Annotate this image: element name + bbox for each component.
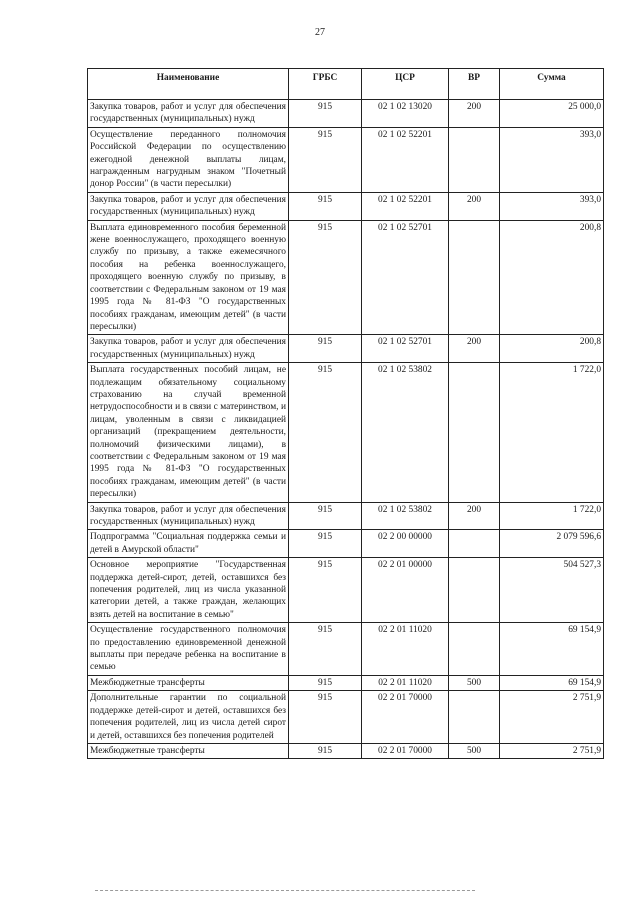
cell-name: Закупка товаров, работ и услуг для обеспечения государственных (муниципальных) нужд: [88, 502, 289, 530]
cell-sum: 69 154,9: [500, 675, 604, 690]
table-row: [88, 100, 604, 128]
cell-csr: 02 1 02 53802: [362, 502, 449, 530]
cell-sum: 1 722,0: [500, 363, 604, 502]
cell-grbs: 915: [289, 623, 362, 676]
cell-grbs: 915: [289, 192, 362, 220]
header-grbs: ГРБС: [289, 69, 362, 100]
cell-csr: 02 2 01 70000: [362, 691, 449, 744]
cell-grbs: 915: [289, 363, 362, 502]
footer-rule: [95, 890, 475, 891]
table-row: [88, 743, 604, 758]
cell-csr: 02 2 00 00000: [362, 530, 449, 558]
cell-name: Выплата единовременного пособия беременной жене военнослужащего, проходящего военную службу по призыву, а также ежемесячного пособия на ребенка военнослужащего, проходящего военную службу по призыву, в соответствии с Федеральным законом от 19 мая 1995 года № 81-ФЗ "О государственных пособиях гражданам, имеющим детей" (в части пересылки): [88, 220, 289, 335]
cell-sum: 200,8: [500, 220, 604, 335]
cell-sum: 1 722,0: [500, 502, 604, 530]
cell-grbs: 915: [289, 127, 362, 192]
table-row: [88, 530, 604, 558]
table-row: [88, 623, 604, 676]
cell-grbs: 915: [289, 530, 362, 558]
cell-name: Закупка товаров, работ и услуг для обеспечения государственных (муниципальных) нужд: [88, 192, 289, 220]
cell-csr: 02 1 02 53802: [362, 363, 449, 502]
cell-csr: 02 1 02 52201: [362, 192, 449, 220]
cell-grbs: 915: [289, 558, 362, 623]
cell-grbs: 915: [289, 691, 362, 744]
cell-sum: 2 079 596,6: [500, 530, 604, 558]
cell-csr: 02 2 01 11020: [362, 675, 449, 690]
cell-vr: [449, 220, 500, 335]
cell-name: Межбюджетные трансферты: [88, 743, 289, 758]
cell-vr: 200: [449, 502, 500, 530]
cell-vr: 200: [449, 335, 500, 363]
cell-vr: 200: [449, 100, 500, 128]
cell-grbs: 915: [289, 502, 362, 530]
cell-vr: [449, 530, 500, 558]
table-row: [88, 192, 604, 220]
cell-sum: 393,0: [500, 127, 604, 192]
cell-vr: [449, 363, 500, 502]
table-row: [88, 220, 604, 335]
cell-name: Подпрограмма "Социальная поддержка семьи и детей в Амурской области": [88, 530, 289, 558]
cell-name: Осуществление переданного полномочия Российской Федерации по осуществлению ежегодной денежной выплаты лицам, награжденным нагрудным знаком "Почетный донор России" (в части пересылки): [88, 127, 289, 192]
cell-name: Закупка товаров, работ и услуг для обеспечения государственных (муниципальных) нужд: [88, 335, 289, 363]
cell-vr: [449, 691, 500, 744]
header-vr: ВР: [449, 69, 500, 100]
cell-csr: 02 1 02 13020: [362, 100, 449, 128]
cell-sum: 69 154,9: [500, 623, 604, 676]
cell-vr: [449, 623, 500, 676]
cell-vr: 200: [449, 192, 500, 220]
cell-sum: 393,0: [500, 192, 604, 220]
table-row: [88, 675, 604, 690]
cell-csr: 02 2 01 11020: [362, 623, 449, 676]
cell-name: Межбюджетные трансферты: [88, 675, 289, 690]
table-row: [88, 691, 604, 744]
cell-sum: 25 000,0: [500, 100, 604, 128]
header-sum: Сумма: [500, 69, 604, 100]
table-row: [88, 363, 604, 502]
cell-grbs: 915: [289, 220, 362, 335]
cell-grbs: 915: [289, 743, 362, 758]
cell-sum: 200,8: [500, 335, 604, 363]
cell-csr: 02 1 02 52701: [362, 335, 449, 363]
header-name: Наименование: [88, 69, 289, 100]
cell-name: Осуществление государственного полномочия по предоставлению единовременной денежной выплаты при передаче ребенка на воспитание в семью: [88, 623, 289, 676]
cell-grbs: 915: [289, 675, 362, 690]
table-header-row: [88, 69, 604, 100]
cell-grbs: 915: [289, 335, 362, 363]
cell-csr: 02 2 01 00000: [362, 558, 449, 623]
cell-grbs: 915: [289, 100, 362, 128]
table-row: [88, 127, 604, 192]
cell-vr: [449, 127, 500, 192]
budget-table: [87, 68, 604, 759]
table-row: [88, 502, 604, 530]
cell-sum: 504 527,3: [500, 558, 604, 623]
cell-sum: 2 751,9: [500, 743, 604, 758]
cell-csr: 02 2 01 70000: [362, 743, 449, 758]
page-number: 27: [315, 27, 325, 38]
cell-vr: 500: [449, 675, 500, 690]
cell-name: Основное мероприятие "Государственная поддержка детей-сирот, детей, оставшихся без попечения родителей, лиц из числа указанной категории детей, а также граждан, желающих взять детей на воспитание в семью": [88, 558, 289, 623]
header-csr: ЦСР: [362, 69, 449, 100]
cell-name: Выплата государственных пособий лицам, не подлежащим обязательному социальному страхованию на случай временной нетрудоспособности и в связи с материнством, и лицам, уволенным в связи с ликвидацией организаций (прекращением деятельности, полномочий физическими лицами), в соответствии с Федеральным законом от 19 мая 1995 года № 81-ФЗ "О государственных пособиях гражданам, имеющим детей" (в части пересылки): [88, 363, 289, 502]
cell-name: Дополнительные гарантии по социальной поддержке детей-сирот и детей, оставшихся без попечения родителей, лиц из числа детей сирот и детей, оставшихся без попечения родителей: [88, 691, 289, 744]
cell-vr: 500: [449, 743, 500, 758]
table-row: [88, 558, 604, 623]
cell-name: Закупка товаров, работ и услуг для обеспечения государственных (муниципальных) нужд: [88, 100, 289, 128]
cell-csr: 02 1 02 52701: [362, 220, 449, 335]
table-row: [88, 335, 604, 363]
cell-sum: 2 751,9: [500, 691, 604, 744]
cell-vr: [449, 558, 500, 623]
cell-csr: 02 1 02 52201: [362, 127, 449, 192]
